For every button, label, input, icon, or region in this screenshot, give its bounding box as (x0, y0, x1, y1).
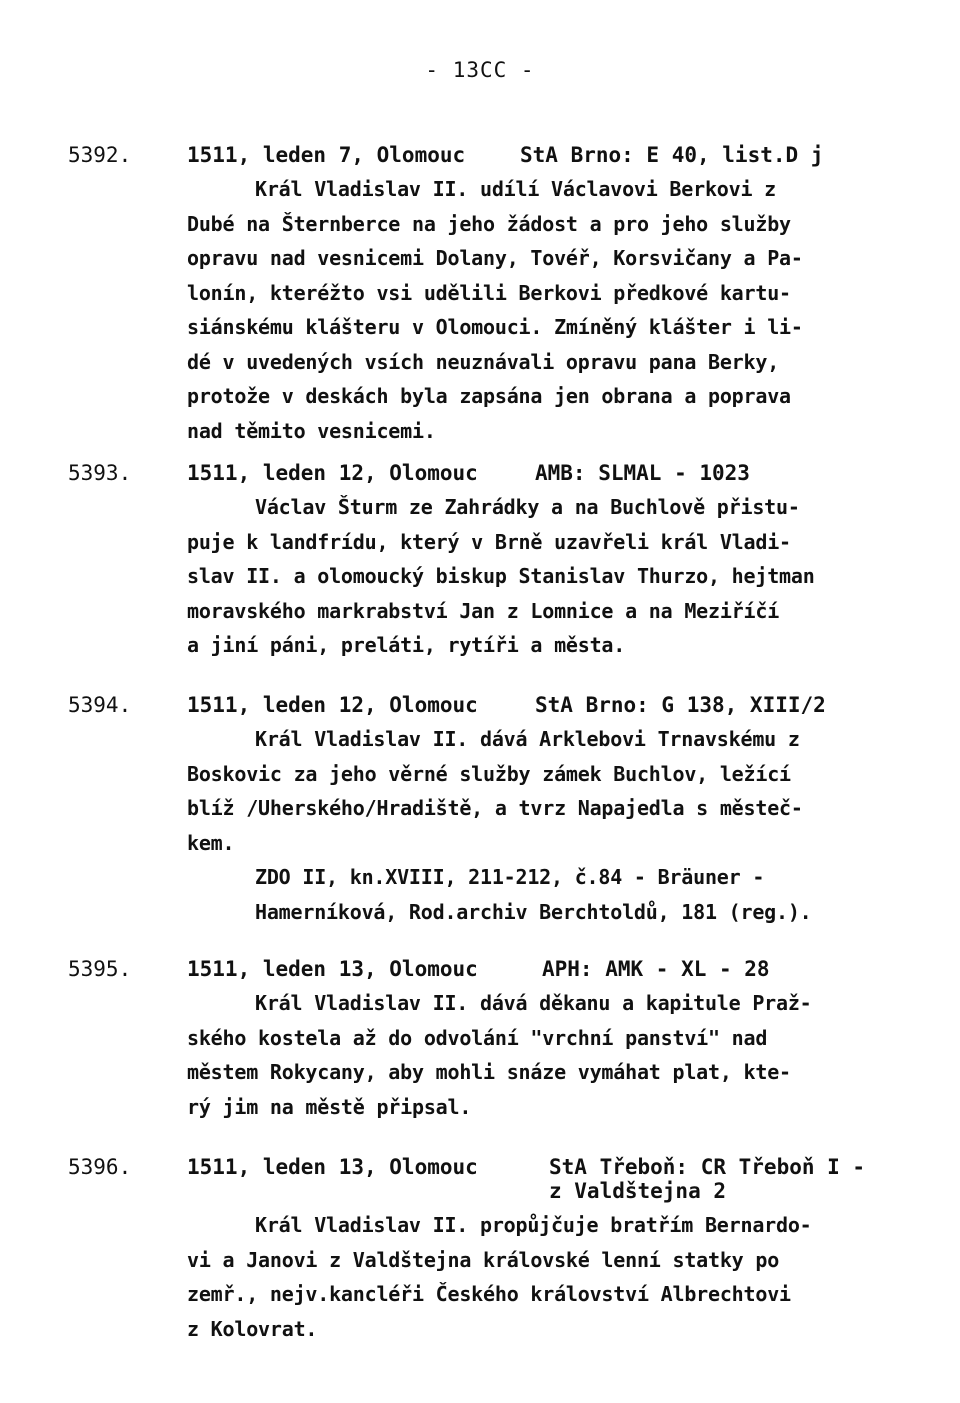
text-line: vi a Janovi z Valdštejna královské lenní statky po (187, 1247, 780, 1272)
text-line: protože v deskách byla zapsána jen obrana a poprava (187, 384, 791, 408)
entry-body (187, 172, 907, 448)
entry-body (187, 1208, 907, 1346)
entry-number: 5392. (68, 143, 132, 167)
entry-date: 1511, leden 12, Olomouc (187, 693, 478, 717)
text-line: Král Vladislav II. dává děkanu a kapitule Praž- (255, 991, 812, 1015)
entry-source: StA Třeboň: CR Třeboň I - (549, 1155, 866, 1179)
text-line: nad těmito vesnicemi. (187, 418, 436, 443)
entry-header (187, 1150, 887, 1184)
text-line: kem. (187, 830, 235, 855)
entry-body (187, 722, 907, 929)
text-line: slav II. a olomoucký biskup Stanislav Thurzo, hejtman (187, 564, 815, 588)
text-line: městem Rokycany, aby mohli snáze vymáhat plat, kte- (187, 1060, 791, 1084)
entry-number: 5395. (68, 957, 132, 981)
entry-header (187, 952, 887, 986)
page-number: - 13CC - (425, 58, 535, 82)
text-line: siánskému klášteru v Olomouci. Zmíněný klášter i li- (187, 315, 803, 339)
text-line: Boskovic za jeho věrné služby zámek Buchlov, ležící (187, 761, 791, 786)
entry-source-continuation: z Valdštejna 2 (549, 1179, 727, 1203)
text-line: puje k landfrídu, který v Brně uzavřeli král Vladi- (187, 529, 791, 554)
entry-date: 1511, leden 12, Olomouc (187, 461, 478, 485)
entry-number: 5393. (68, 461, 132, 485)
citation-line: Hamerníková, Rod.archiv Berchtoldů, 181 (reg.). (255, 899, 812, 924)
entry-header (187, 138, 887, 172)
text-line: moravského markrabství Jan z Lomnice a na Meziříčí (187, 598, 780, 623)
entry-date: 1511, leden 13, Olomouc (187, 1155, 478, 1179)
text-line: opravu nad vesnicemi Dolany, Tovéř, Korsvičany a Pa- (187, 246, 803, 270)
text-line: Král Vladislav II. udílí Václavovi Berkovi z (255, 177, 777, 201)
text-line: dé v uvedených vsích neuznávali opravu pana Berky, (187, 349, 780, 374)
entry-number: 5396. (68, 1155, 132, 1179)
entry-source: AMB: SLMAL - 1023 (535, 461, 750, 485)
text-line: Král Vladislav II. propůjčuje bratřím Bernardo- (255, 1213, 812, 1237)
entry-date: 1511, leden 13, Olomouc (187, 957, 478, 981)
text-line: zemř., nejv.kancléři Českého království Albrechtovi (187, 1282, 791, 1306)
entry-header (187, 456, 887, 490)
text-line: a jiní páni, preláti, rytíři a města. (187, 633, 626, 657)
entry-body (187, 986, 907, 1124)
entry-date: 1511, leden 7, Olomouc (187, 143, 466, 167)
text-line: z Kolovrat. (187, 1316, 318, 1341)
text-line: rý jim na městě připsal. (187, 1094, 472, 1119)
citation-line: ZDO II, kn.XVIII, 211-212, č.84 - Bräuner - (255, 865, 765, 889)
entry-header (187, 688, 887, 722)
entry-number: 5394. (68, 693, 132, 717)
text-line: Václav Šturm ze Zahrádky a na Buchlově přistu- (255, 495, 800, 519)
entry-source: StA Brno: G 138, XIII/2 (535, 693, 826, 717)
entry-body (187, 490, 907, 663)
text-line: blíž /Uherského/Hradiště, a tvrz Napajedla s městeč- (187, 796, 803, 820)
text-line: lonín, kteréžto vsi udělili Berkovi předkové kartu- (187, 280, 791, 305)
text-line: ského kostela až do odvolání "vrchní panství" nad (187, 1025, 768, 1050)
text-line: Dubé na Šternberce na jeho žádost a pro jeho služby (187, 211, 791, 236)
entry-source: APH: AMK - XL - 28 (542, 957, 770, 981)
entry-source: StA Brno: E 40, list.D j (520, 143, 824, 167)
text-line: Král Vladislav II. dává Arklebovi Trnavskému z (255, 727, 800, 751)
